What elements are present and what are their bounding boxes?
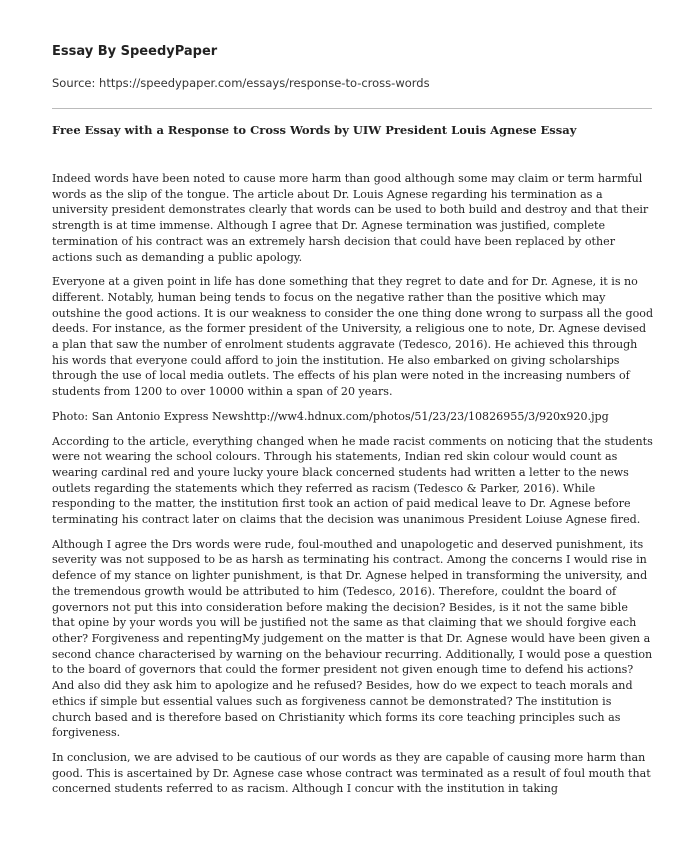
paragraph-background: Everyone at a given point in life has done something that they regret to date and for Dr. Agnese, it is no different. Notably, human being tends to focus on the negative rather than the positive which may outshine the good actions. It is our weakness to consider the one thing done wrong to surpass all the good deeds. For instance, as the former president of the University, a religious one to note, Dr. Agnese devised a plan that saw the number of enrolment students aggravate (Tedesco, 2016). He achieved this through his words that everyone could afford to join the institution. He also embarked on giving scholarships through the use of local media outlets. The effects of his plan were noted in the increasing numbers of students from 1200 to over 10000 within a span of 20 years. (52, 275, 654, 399)
brand-title: Essay By SpeedyPaper (52, 44, 218, 59)
paragraph-intro: Indeed words have been noted to cause more harm than good although some may claim or term harmful words as the slip of the tongue. The article about Dr. Louis Agnese regarding his termination as a university president demonstrates clearly that words can be used to both build and destroy and that their strength is at time immense. Although I agree that Dr. Agnese termination was justified, complete termination of his contract was an extremely harsh decision that could have been replaced by other actions such as demanding a public apology. (52, 172, 649, 264)
paragraph-conclusion: In conclusion, we are advised to be cautious of our words as they are capable of causing more harm than good. This is ascertained by Dr. Agnese case whose contract was terminated as a result of foul mouth that concerned students referred to as racism. Although I concur with the institution in taking (52, 750, 651, 796)
paragraph-argument: Although I agree the Drs words were rude, foul-mouthed and unapologetic and deserved punishment, its severity was not supposed to be as harsh as terminating his contract. Among the concerns I would rise in defence of my stance on lighter punishment, is that Dr. Agnese helped in transforming the university, and the tremendous growth would be attributed to him (Tedesco, 2016). Therefore, couldnt the board of governors not put this into consideration before making the decision? Besides, is it not the same bible that opine by your words you will be justified not the same as that claiming that we should forgive each other? Forgiveness and repentingMy judgement on the matter is that Dr. Agnese would have been given a second chance characterised by warning on the behaviour recurring. Additionally, I would pose a question to the board of governors that could the former president not given enough time to defend his actions? And also did they ask him to apologize and he refused? Besides, how do we expect to teach morals and ethics if simple but essential values such as forgiveness cannot be demonstrated? The institution is church based and is therefore based on Christianity which forms its core teaching principles such as forgiveness. (52, 537, 653, 740)
photo-credit: Photo: San Antonio Express Newshttp://ww4.hdnux.com/photos/51/23/23/10826955/3/920x920.jpg (52, 409, 609, 423)
essay-title: Free Essay with a Response to Cross Words by UIW President Louis Agnese Essay (52, 123, 577, 137)
essay-body (52, 171, 654, 806)
source-line: Source: https://speedypaper.com/essays/response-to-cross-words (52, 76, 430, 90)
paragraph-article: According to the article, everything changed when he made racist comments on noticing that the students were not wearing the school colours. Through his statements, Indian red skin colour would count as wearing cardinal red and youre lucky youre black concerned students had written a letter to the news outlets regarding the statements which they referred as racism (Tedesco & Parker, 2016). While responding to the matter, the institution first took an action of paid medical leave to Dr. Agnese before terminating his contract later on claims that the decision was unanimous President Loiuse Agnese fired. (52, 434, 653, 527)
header-divider (52, 108, 652, 109)
